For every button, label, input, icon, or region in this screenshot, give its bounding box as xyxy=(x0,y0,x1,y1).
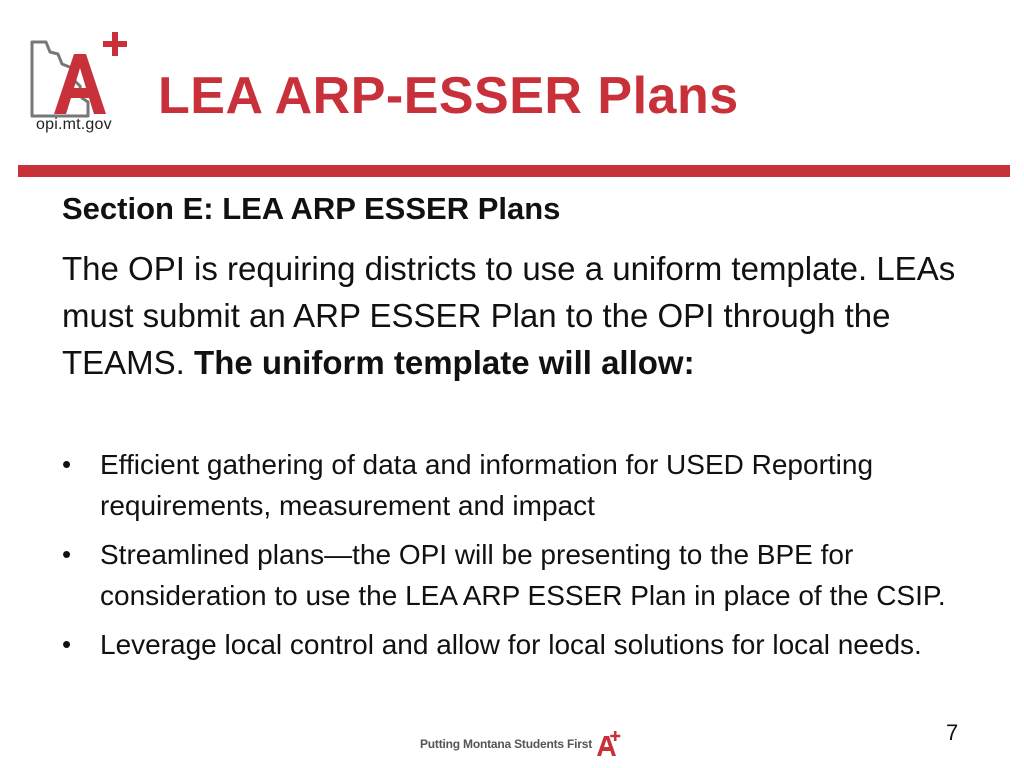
logo-caption: opi.mt.gov xyxy=(36,116,112,133)
bullet-item xyxy=(62,534,982,616)
bullet-icon: • xyxy=(62,449,72,479)
bullet-text: Leverage local control and allow for local solutions for local needs. xyxy=(100,629,922,660)
bullet-item xyxy=(62,444,982,526)
page-title: LEA ARP-ESSER Plans xyxy=(158,67,739,125)
title-divider xyxy=(18,165,1010,177)
page-number: 7 xyxy=(946,720,959,745)
footer-tagline-text: Putting Montana Students First xyxy=(420,737,592,751)
intro-paragraph xyxy=(62,245,962,386)
bullet-icon: • xyxy=(62,629,72,659)
bullet-text: Efficient gathering of data and information for USED Reporting requirements, measurement and impact xyxy=(100,449,874,521)
bullet-list xyxy=(62,444,982,673)
bullet-text: Streamlined plans—the OPI will be presenting to the BPE for consideration to use the LEA ARP ESSER Plan in place of the CSIP. xyxy=(100,539,946,611)
intro-text: The OPI is requiring districts to use a uniform template. LEAs must submit an ARP ESSER Plan to the OPI through the TEAMS. xyxy=(62,250,956,381)
section-heading: Section E: LEA ARP ESSER Plans xyxy=(62,191,561,226)
bullet-item xyxy=(62,624,982,665)
bullet-icon: • xyxy=(62,539,72,569)
intro-bold-text: The uniform template will allow: xyxy=(194,344,695,381)
footer-tagline xyxy=(420,730,621,758)
a-plus-icon xyxy=(595,730,621,758)
